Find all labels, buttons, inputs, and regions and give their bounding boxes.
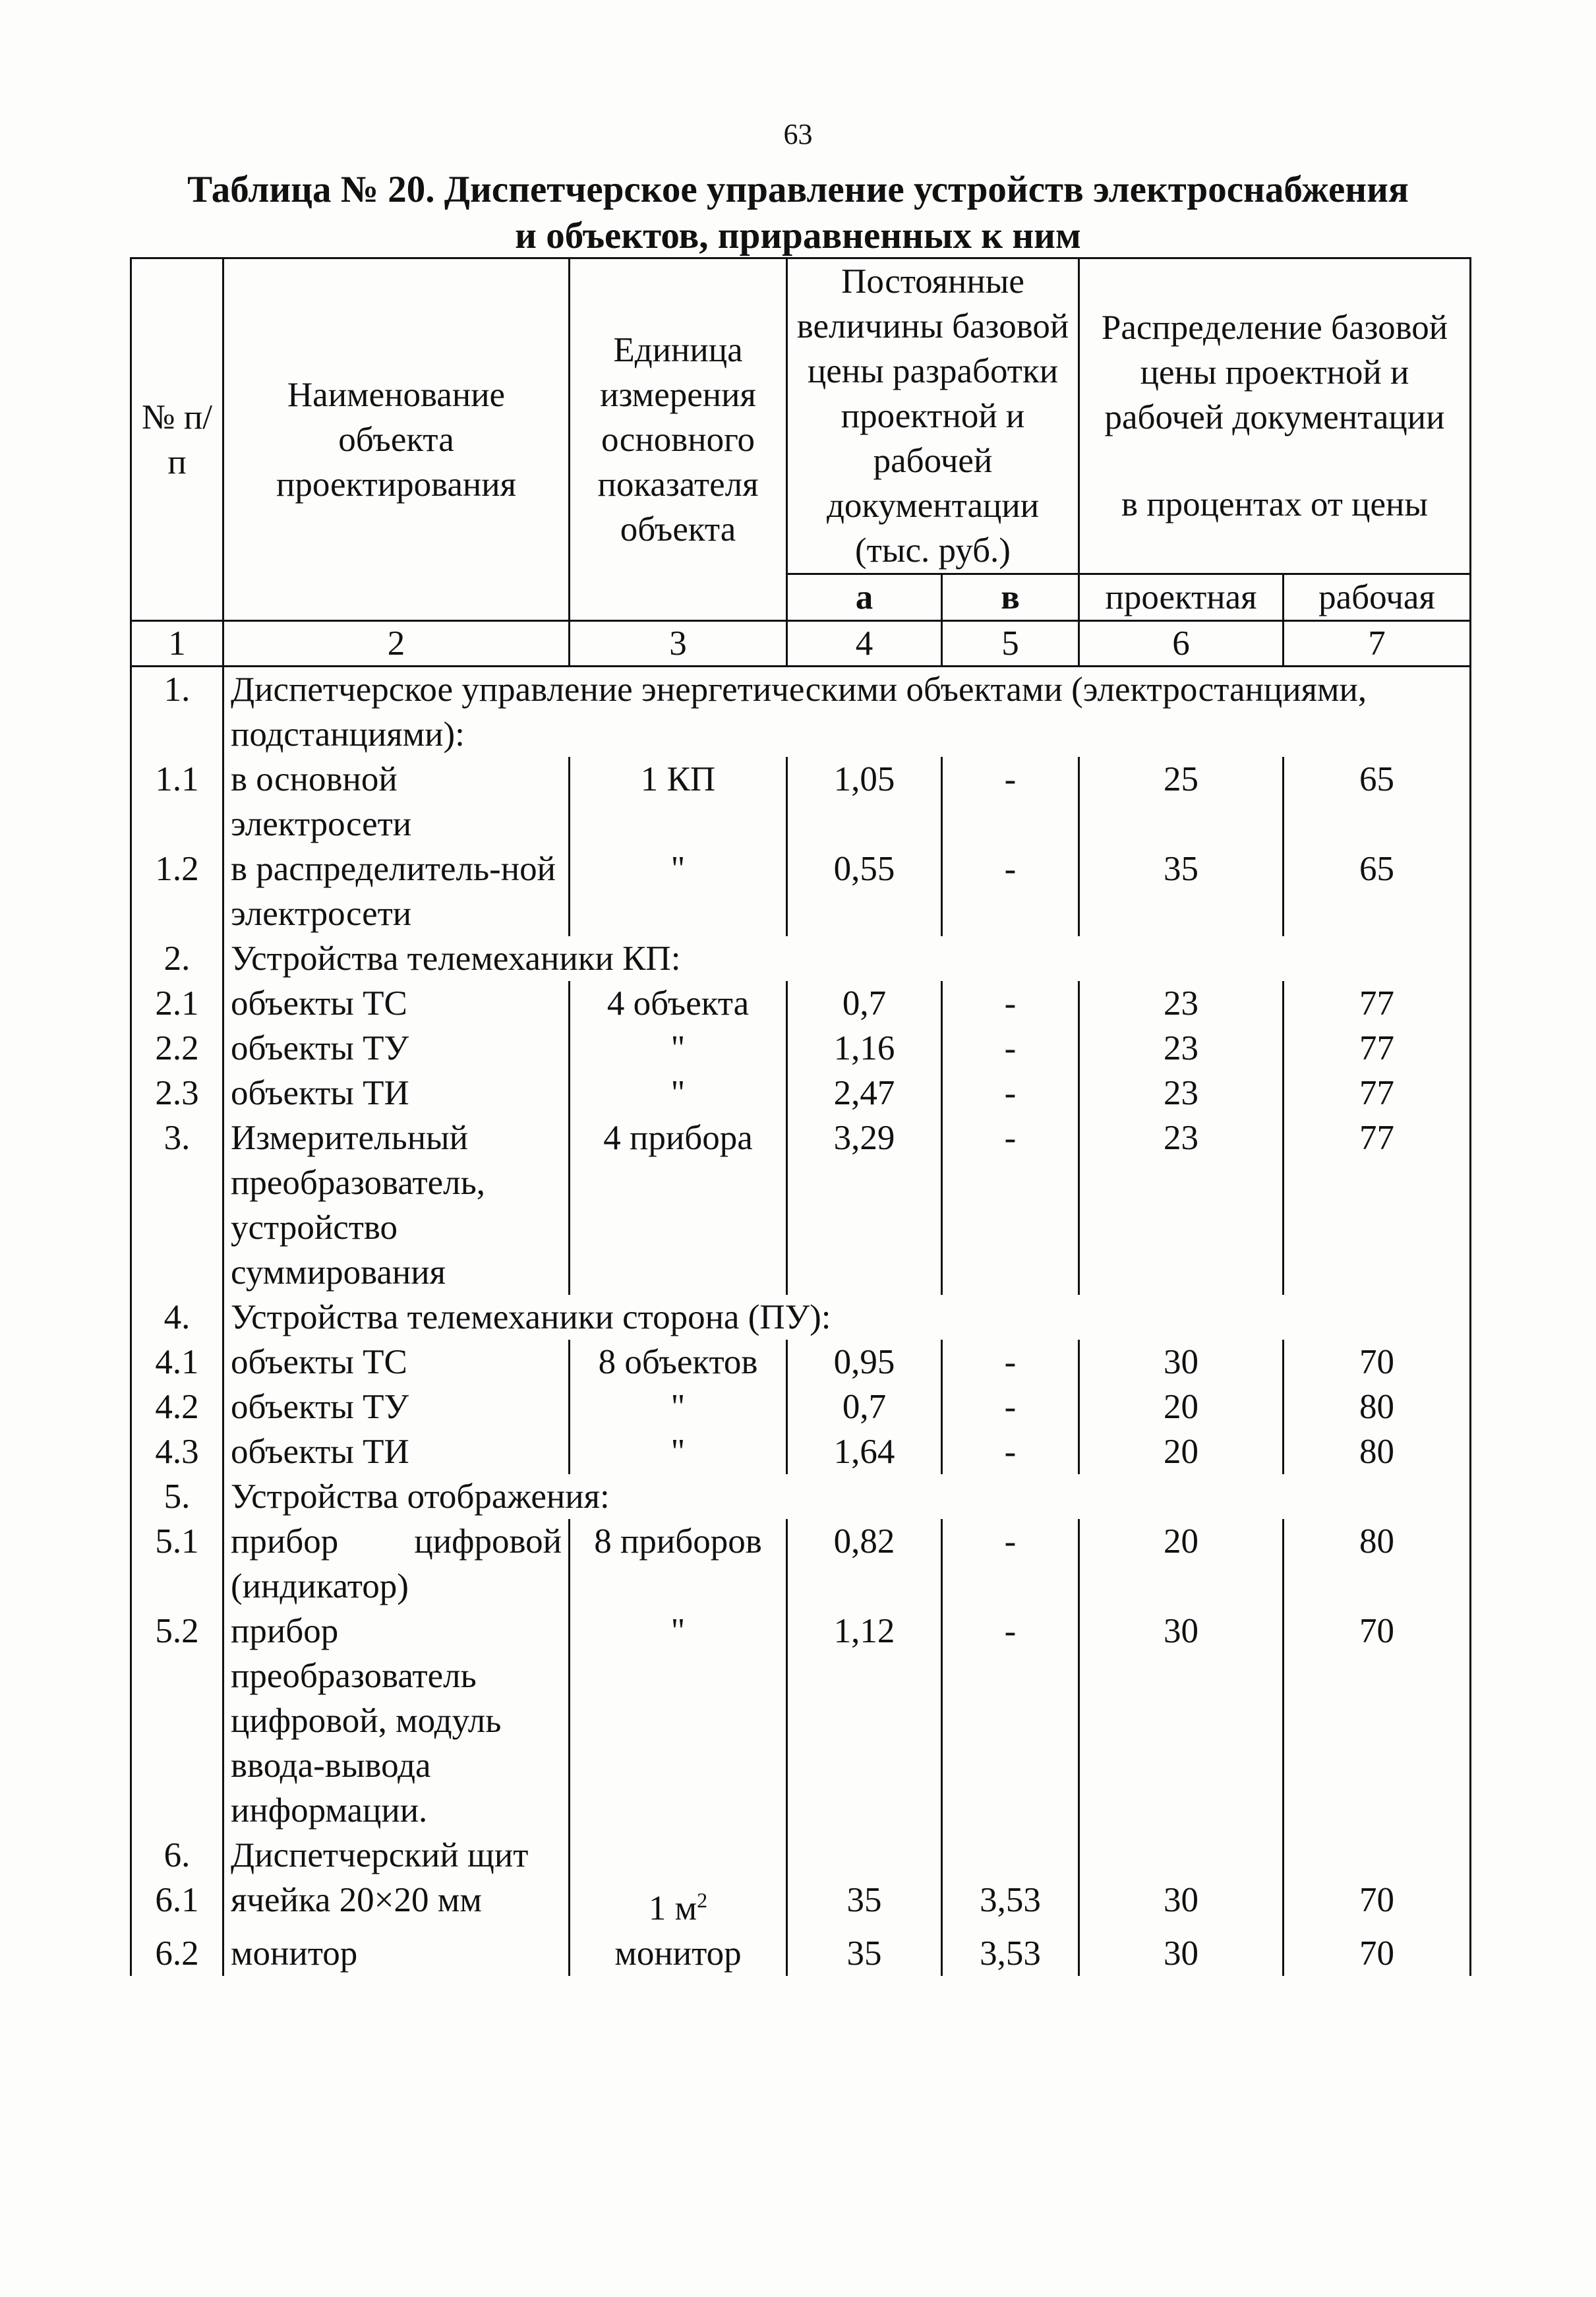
table-row <box>131 981 1471 1026</box>
header-number: № п/п <box>131 258 223 621</box>
row-number: 4.2 <box>131 1385 223 1429</box>
row-name: объекты ТС <box>223 1340 570 1385</box>
section-title: Устройства отображения: <box>223 1474 1471 1519</box>
header-col-number: 7 <box>1284 621 1471 667</box>
row-name: в распределитель-ной электросети <box>223 847 570 936</box>
row-name: прибор преобразователь цифровой, модуль ввода-вывода информации. <box>223 1609 570 1833</box>
row-value-b: 3,53 <box>942 1878 1079 1931</box>
row-design-percent: 30 <box>1079 1931 1284 1976</box>
section-title: Диспетчерское управление энергетическими объектами (электростанциями, подстанциями): <box>223 667 1471 758</box>
row-work-percent: 77 <box>1284 981 1471 1026</box>
row-value-b <box>942 1833 1079 1878</box>
row-work-percent: 77 <box>1284 1116 1471 1295</box>
row-number: 4. <box>131 1295 223 1340</box>
row-unit: 1 КП <box>570 757 787 847</box>
row-work-percent: 77 <box>1284 1071 1471 1116</box>
row-value-a: 0,7 <box>787 981 942 1026</box>
table-title-line-2: и объектов, приравненных к ним <box>515 215 1081 256</box>
table-row <box>131 1026 1471 1071</box>
row-value-a: 2,47 <box>787 1071 942 1116</box>
row-work-percent: 70 <box>1284 1931 1471 1976</box>
header-sub-a: а <box>787 574 942 621</box>
row-value-a: 35 <box>787 1878 942 1931</box>
row-unit <box>570 1833 787 1878</box>
row-value-a: 3,29 <box>787 1116 942 1295</box>
row-design-percent: 23 <box>1079 1026 1284 1071</box>
row-unit: 4 прибора <box>570 1116 787 1295</box>
table-row <box>131 1429 1471 1474</box>
row-value-a: 0,7 <box>787 1385 942 1429</box>
row-design-percent <box>1079 1833 1284 1878</box>
row-value-a: 35 <box>787 1931 942 1976</box>
row-work-percent: 80 <box>1284 1519 1471 1609</box>
table-row-section <box>131 1833 1471 1878</box>
row-value-a: 1,12 <box>787 1609 942 1833</box>
row-work-percent: 77 <box>1284 1026 1471 1071</box>
row-unit: " <box>570 847 787 936</box>
row-number: 2.2 <box>131 1026 223 1071</box>
table-row <box>131 1385 1471 1429</box>
row-name: Диспетчерский щит <box>223 1833 570 1878</box>
table-row-section <box>131 1474 1471 1519</box>
row-work-percent: 70 <box>1284 1878 1471 1931</box>
row-name: в основной электросети <box>223 757 570 847</box>
header-col-number: 5 <box>942 621 1079 667</box>
price-table <box>130 257 1471 1976</box>
table-body <box>131 667 1471 1976</box>
row-number: 2. <box>131 936 223 981</box>
header-distribution-bottom: в процентах от цены <box>1121 485 1429 523</box>
row-unit: монитор <box>570 1931 787 1976</box>
table-row-section <box>131 936 1471 981</box>
table-row <box>131 1609 1471 1833</box>
row-value-b: - <box>942 757 1079 847</box>
row-name: объекты ТС <box>223 981 570 1026</box>
row-name: объекты ТУ <box>223 1385 570 1429</box>
row-number: 4.1 <box>131 1340 223 1385</box>
header-unit: Единица измерения основного показателя объекта <box>570 258 787 621</box>
header-col-number: 2 <box>223 621 570 667</box>
row-unit-text: 1 м <box>648 1889 697 1928</box>
row-design-percent: 30 <box>1079 1340 1284 1385</box>
row-unit-superscript: 2 <box>697 1888 708 1912</box>
row-number: 6.2 <box>131 1931 223 1976</box>
row-unit: 8 приборов <box>570 1519 787 1609</box>
row-unit: " <box>570 1071 787 1116</box>
row-number: 6. <box>131 1833 223 1878</box>
table-row <box>131 1519 1471 1609</box>
header-distribution <box>1079 258 1471 574</box>
row-number: 2.3 <box>131 1071 223 1116</box>
row-number: 1.1 <box>131 757 223 847</box>
row-design-percent: 20 <box>1079 1385 1284 1429</box>
row-name: объекты ТУ <box>223 1026 570 1071</box>
row-value-a: 0,95 <box>787 1340 942 1385</box>
row-value-b: - <box>942 1026 1079 1071</box>
header-distribution-top: Распределение базовой цены проектной и рабочей документации <box>1101 309 1448 436</box>
row-value-b: 3,53 <box>942 1931 1079 1976</box>
row-work-percent <box>1284 1833 1471 1878</box>
row-value-b: - <box>942 1429 1079 1474</box>
header-col-number: 1 <box>131 621 223 667</box>
row-design-percent: 30 <box>1079 1878 1284 1931</box>
row-work-percent: 80 <box>1284 1385 1471 1429</box>
row-number: 5.2 <box>131 1609 223 1833</box>
row-number: 1.2 <box>131 847 223 936</box>
row-value-a: 1,05 <box>787 757 942 847</box>
row-name: ячейка 20×20 мм <box>223 1878 570 1931</box>
row-unit: 8 объектов <box>570 1340 787 1385</box>
row-name: объекты ТИ <box>223 1429 570 1474</box>
row-unit: 4 объекта <box>570 981 787 1026</box>
row-work-percent: 65 <box>1284 847 1471 936</box>
row-design-percent: 23 <box>1079 1116 1284 1295</box>
header-object-name: Наименование объекта проектирования <box>223 258 570 621</box>
row-design-percent: 23 <box>1079 1071 1284 1116</box>
row-value-a: 1,64 <box>787 1429 942 1474</box>
row-value-b: - <box>942 847 1079 936</box>
table-title-line-1: Таблица № 20. Диспетчерское управление устройств электроснабжения <box>187 169 1409 210</box>
row-work-percent: 80 <box>1284 1429 1471 1474</box>
section-title: Устройства телемеханики КП: <box>223 936 1471 981</box>
row-number: 5.1 <box>131 1519 223 1609</box>
table-row-section <box>131 1295 1471 1340</box>
row-unit: " <box>570 1385 787 1429</box>
table-row <box>131 847 1471 936</box>
row-value-a: 1,16 <box>787 1026 942 1071</box>
row-design-percent: 30 <box>1079 1609 1284 1833</box>
row-value-b: - <box>942 1116 1079 1295</box>
row-work-percent: 70 <box>1284 1340 1471 1385</box>
row-design-percent: 35 <box>1079 847 1284 936</box>
header-sub-design: проектная <box>1079 574 1284 621</box>
row-value-a: 0,82 <box>787 1519 942 1609</box>
row-name: прибор цифровой (индикатор) <box>223 1519 570 1609</box>
row-unit: " <box>570 1609 787 1833</box>
table-header <box>131 258 1471 667</box>
table-row <box>131 1116 1471 1295</box>
row-unit: " <box>570 1026 787 1071</box>
row-number: 5. <box>131 1474 223 1519</box>
row-number: 6.1 <box>131 1878 223 1931</box>
table-row <box>131 1878 1471 1931</box>
row-unit: " <box>570 1429 787 1474</box>
table-row <box>131 1071 1471 1116</box>
row-value-b: - <box>942 1385 1079 1429</box>
row-value-b: - <box>942 1340 1079 1385</box>
table-row <box>131 1931 1471 1976</box>
header-col-number: 3 <box>570 621 787 667</box>
section-title: Устройства телемеханики сторона (ПУ): <box>223 1295 1471 1340</box>
row-design-percent: 20 <box>1079 1519 1284 1609</box>
header-sub-work: рабочая <box>1284 574 1471 621</box>
row-value-b: - <box>942 981 1079 1026</box>
row-number: 4.3 <box>131 1429 223 1474</box>
row-name: Измерительный преобразователь, устройство суммирования <box>223 1116 570 1295</box>
row-number: 2.1 <box>131 981 223 1026</box>
row-name: монитор <box>223 1931 570 1976</box>
page-number: 63 <box>783 118 813 150</box>
row-number: 3. <box>131 1116 223 1295</box>
header-sub-b: в <box>942 574 1079 621</box>
row-value-b: - <box>942 1609 1079 1833</box>
row-work-percent: 70 <box>1284 1609 1471 1833</box>
header-col-number: 4 <box>787 621 942 667</box>
row-value-a: 0,55 <box>787 847 942 936</box>
row-design-percent: 20 <box>1079 1429 1284 1474</box>
table-row <box>131 757 1471 847</box>
row-work-percent: 65 <box>1284 757 1471 847</box>
row-value-a <box>787 1833 942 1878</box>
table-row-section <box>131 667 1471 758</box>
row-number: 1. <box>131 667 223 758</box>
row-design-percent: 23 <box>1079 981 1284 1026</box>
row-design-percent: 25 <box>1079 757 1284 847</box>
row-value-b: - <box>942 1519 1079 1609</box>
header-constant-values: Постоянные величины базовой цены разработки проектной и рабочей документации (тыс. руб.) <box>787 258 1079 574</box>
row-unit <box>570 1878 787 1931</box>
row-value-b: - <box>942 1071 1079 1116</box>
table-row <box>131 1340 1471 1385</box>
header-col-number: 6 <box>1079 621 1284 667</box>
row-name: объекты ТИ <box>223 1071 570 1116</box>
